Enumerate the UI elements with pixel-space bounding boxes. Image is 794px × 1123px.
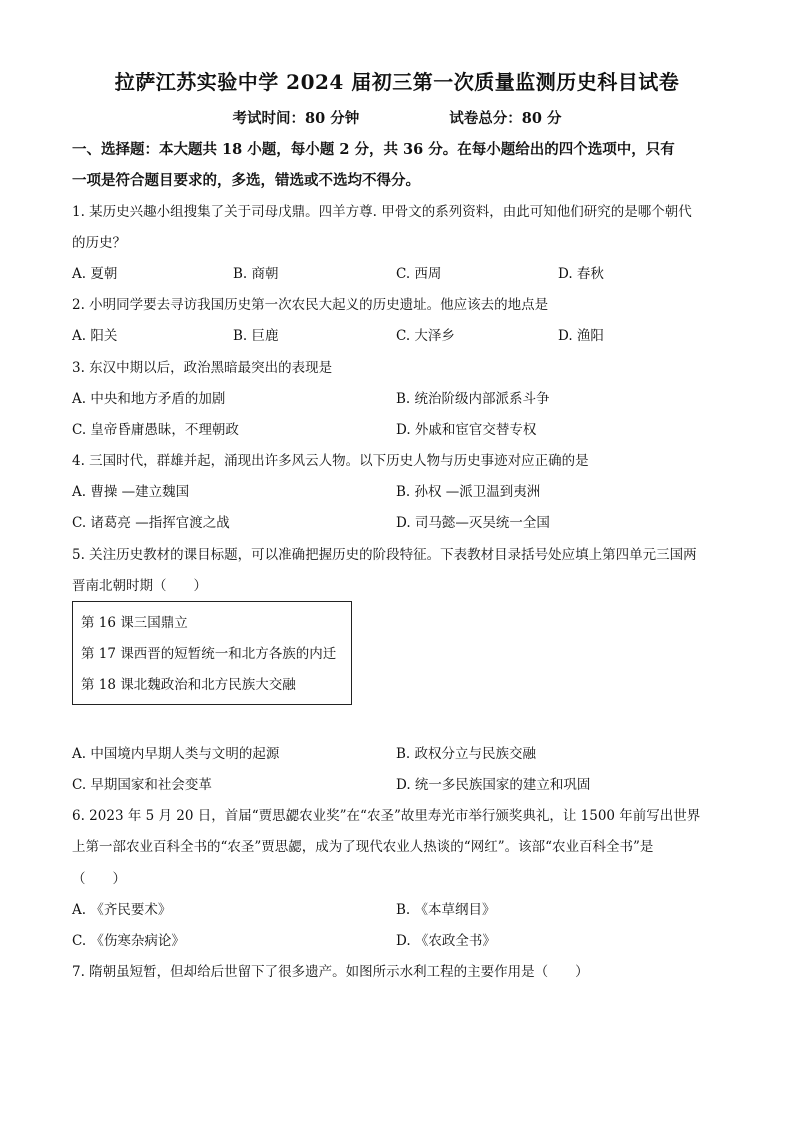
- question-3-options-row-2: [72, 415, 724, 446]
- exam-title: 拉萨江苏实验中学 2024 届初三第一次质量监测历史科目试卷: [114, 70, 680, 94]
- table-row: 第 16 课三国鼎立: [81, 615, 188, 631]
- textbook-contents-table: [72, 601, 352, 705]
- question-1-option-b[interactable]: B. 商朝: [233, 266, 279, 282]
- question-6-options-row-2: [72, 926, 724, 957]
- question-2-option-c[interactable]: C. 大泽乡: [396, 328, 455, 344]
- question-1-option-d[interactable]: D. 春秋: [558, 266, 604, 282]
- question-1-options: [72, 259, 724, 290]
- question-5-stem-line-1: 5. 关注历史教材的课目标题，可以准确把握历史的阶段特征。下表教材目录括号处应填上第四单元三国两: [72, 547, 697, 563]
- question-4-options-row-2: [72, 508, 724, 539]
- question-6-option-a[interactable]: A. 《齐民要术》: [72, 902, 172, 918]
- section-heading-line-2: 一项是符合题目要求的，多选，错选或不选均不得分。: [72, 172, 420, 189]
- question-6-stem-line-3: （ ）: [72, 871, 126, 887]
- section-heading-line-1: 一、选择题：本大题共 18 小题，每小题 2 分，共 36 分。在每小题给出的四个选项中，只有: [72, 141, 675, 158]
- question-4-option-a[interactable]: A. 曹操 —建立魏国: [72, 484, 190, 500]
- question-4-option-c[interactable]: C. 诸葛亮 —指挥官渡之战: [72, 515, 230, 531]
- question-3-option-a[interactable]: A. 中央和地方矛盾的加剧: [72, 391, 226, 407]
- question-1-stem-line-2: 的历史？: [72, 235, 126, 251]
- question-2-stem-line-1: 2. 小明同学要去寻访我国历史第一次农民大起义的历史遗址。他应该去的地点是: [72, 297, 549, 313]
- question-6-stem-line-2: 上第一部农业百科全书的“农圣”贾思勰，成为了现代农业人热谈的“网红”。该部“农业百科全书”是: [72, 839, 654, 855]
- question-1-stem-line-1: 1. 某历史兴趣小组搜集了关于司母戊鼎。四羊方尊. 甲骨文的系列资料，由此可知他们研究的是哪个朝代: [72, 204, 692, 220]
- question-1-option-a[interactable]: A. 夏朝: [72, 266, 118, 282]
- question-5-option-b[interactable]: B. 政权分立与民族交融: [396, 746, 537, 762]
- question-6-options-row-1: [72, 895, 724, 926]
- table-row: 第 18 课北魏政治和北方民族大交融: [81, 677, 296, 693]
- question-5-option-d[interactable]: D. 统一多民族国家的建立和巩固: [396, 777, 591, 793]
- question-3-options-row-1: [72, 384, 724, 415]
- exam-info: [0, 108, 794, 130]
- question-5-option-a[interactable]: A. 中国境内早期人类与文明的起源: [72, 746, 280, 762]
- question-6-stem-line-1: 6. 2023 年 5 月 20 日，首届“贾思勰农业奖”在“农圣”故里寿光市举行颁奖典礼，让 1500 年前写出世界: [72, 808, 701, 824]
- question-3-stem-line-1: 3. 东汉中期以后，政治黑暗最突出的表现是: [72, 360, 333, 376]
- question-6-option-c[interactable]: C. 《伤寒杂病论》: [72, 933, 185, 949]
- question-2-options: [72, 321, 724, 352]
- question-6-option-d[interactable]: D. 《农政全书》: [396, 933, 496, 949]
- question-2-option-b[interactable]: B. 巨鹿: [233, 328, 279, 344]
- question-2-option-d[interactable]: D. 渔阳: [558, 328, 604, 344]
- table-row: 第 17 课西晋的短暂统一和北方各族的内迁: [81, 646, 337, 662]
- exam-time: 考试时间：80 分钟: [232, 110, 360, 127]
- question-4-option-b[interactable]: B. 孙权 —派卫温到夷洲: [396, 484, 541, 500]
- exam-total-score: 试卷总分：80 分: [449, 110, 562, 127]
- question-7-stem-line-1: 7. 隋朝虽短暂，但却给后世留下了很多遗产。如图所示水利工程的主要作用是（ ）: [72, 964, 589, 980]
- question-3-option-c[interactable]: C. 皇帝昏庸愚昧，不理朝政: [72, 422, 239, 438]
- question-5-option-c[interactable]: C. 早期国家和社会变革: [72, 777, 212, 793]
- question-3-option-d[interactable]: D. 外戚和宦官交替专权: [396, 422, 537, 438]
- question-6-option-b[interactable]: B. 《本草纲目》: [396, 902, 496, 918]
- question-3-option-b[interactable]: B. 统治阶级内部派系斗争: [396, 391, 550, 407]
- question-1-option-c[interactable]: C. 西周: [396, 266, 442, 282]
- question-5-options-row-1: [72, 739, 724, 770]
- question-2-option-a[interactable]: A. 阳关: [72, 328, 118, 344]
- question-5-options-row-2: [72, 770, 724, 801]
- question-4-option-d[interactable]: D. 司马懿—灭吴统一全国: [396, 515, 550, 531]
- question-5-stem-line-2: 晋南北朝时期（ ）: [72, 578, 207, 594]
- question-4-options-row-1: [72, 477, 724, 508]
- question-4-stem-line-1: 4. 三国时代，群雄并起，涌现出许多风云人物。以下历史人物与历史事迹对应正确的是: [72, 453, 589, 469]
